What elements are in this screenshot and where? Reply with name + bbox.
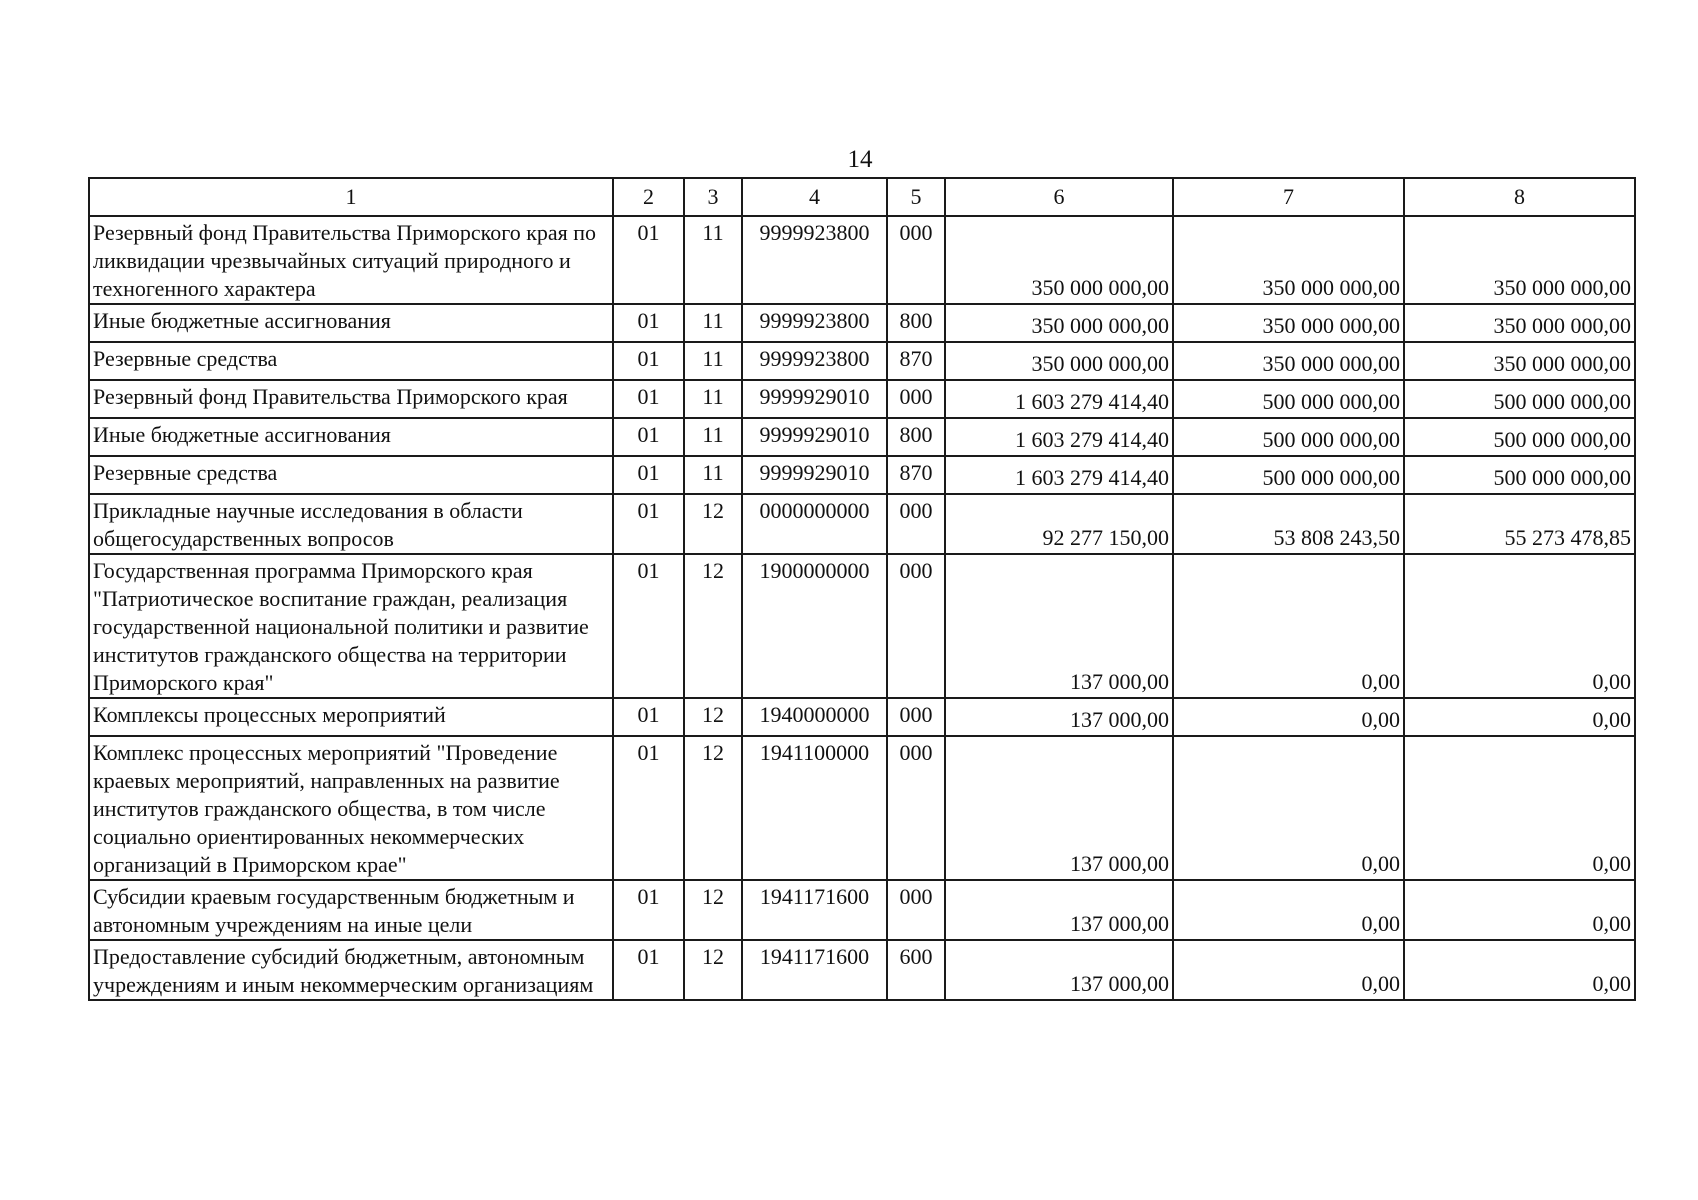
amount-year1-cell: 137 000,00 (945, 940, 1173, 1000)
table-row (89, 380, 1635, 418)
section-code-cell: 01 (613, 880, 684, 940)
table-row (89, 418, 1635, 456)
amount-year2-cell: 0,00 (1173, 698, 1404, 736)
row-name-cell: Комплекс процессных мероприятий "Проведение краевых мероприятий, направленных на развитие институтов гражданского общества, в том числе социально ориентированных некоммерческих организаций в Приморском крае" (89, 736, 613, 880)
subsection-code-cell: 12 (684, 940, 742, 1000)
section-code-cell: 01 (613, 554, 684, 698)
table-row (89, 456, 1635, 494)
row-name-cell: Иные бюджетные ассигнования (89, 304, 613, 342)
amount-year1-cell: 137 000,00 (945, 698, 1173, 736)
amount-year3-cell: 0,00 (1404, 736, 1635, 880)
table-row (89, 736, 1635, 880)
row-name-cell: Субсидии краевым государственным бюджетным и автономным учреждениям на иные цели (89, 880, 613, 940)
section-code-cell: 01 (613, 494, 684, 554)
expense-type-cell: 870 (887, 456, 945, 494)
expense-type-cell: 800 (887, 304, 945, 342)
target-code-cell: 1940000000 (742, 698, 887, 736)
amount-year1-cell: 350 000 000,00 (945, 342, 1173, 380)
row-name-cell: Иные бюджетные ассигнования (89, 418, 613, 456)
amount-year2-cell: 0,00 (1173, 940, 1404, 1000)
expense-type-cell: 000 (887, 216, 945, 304)
amount-year3-cell: 0,00 (1404, 698, 1635, 736)
table-row (89, 698, 1635, 736)
expense-type-cell: 000 (887, 380, 945, 418)
amount-year3-cell: 500 000 000,00 (1404, 380, 1635, 418)
header-cell: 5 (887, 178, 945, 216)
header-cell: 8 (1404, 178, 1635, 216)
subsection-code-cell: 12 (684, 698, 742, 736)
amount-year1-cell: 137 000,00 (945, 880, 1173, 940)
amount-year3-cell: 500 000 000,00 (1404, 418, 1635, 456)
amount-year1-cell: 350 000 000,00 (945, 304, 1173, 342)
target-code-cell: 9999929010 (742, 456, 887, 494)
row-name-cell: Комплексы процессных мероприятий (89, 698, 613, 736)
row-name-cell: Резервные средства (89, 342, 613, 380)
amount-year2-cell: 500 000 000,00 (1173, 418, 1404, 456)
expense-type-cell: 000 (887, 554, 945, 698)
amount-year3-cell: 0,00 (1404, 554, 1635, 698)
expense-type-cell: 000 (887, 880, 945, 940)
amount-year2-cell: 0,00 (1173, 736, 1404, 880)
expense-type-cell: 600 (887, 940, 945, 1000)
target-code-cell: 9999923800 (742, 304, 887, 342)
expense-type-cell: 000 (887, 736, 945, 880)
subsection-code-cell: 12 (684, 880, 742, 940)
expense-type-cell: 000 (887, 698, 945, 736)
expense-type-cell: 870 (887, 342, 945, 380)
target-code-cell: 1941100000 (742, 736, 887, 880)
table-row (89, 554, 1635, 698)
amount-year2-cell: 350 000 000,00 (1173, 216, 1404, 304)
subsection-code-cell: 11 (684, 216, 742, 304)
target-code-cell: 9999923800 (742, 216, 887, 304)
amount-year1-cell: 350 000 000,00 (945, 216, 1173, 304)
amount-year3-cell: 350 000 000,00 (1404, 304, 1635, 342)
table-row (89, 940, 1635, 1000)
amount-year1-cell: 137 000,00 (945, 736, 1173, 880)
header-cell: 2 (613, 178, 684, 216)
amount-year3-cell: 350 000 000,00 (1404, 216, 1635, 304)
amount-year2-cell: 350 000 000,00 (1173, 342, 1404, 380)
amount-year2-cell: 500 000 000,00 (1173, 456, 1404, 494)
table-row (89, 304, 1635, 342)
table-row (89, 494, 1635, 554)
target-code-cell: 9999929010 (742, 380, 887, 418)
table-row (89, 880, 1635, 940)
subsection-code-cell: 12 (684, 554, 742, 698)
section-code-cell: 01 (613, 456, 684, 494)
amount-year2-cell: 0,00 (1173, 880, 1404, 940)
subsection-code-cell: 11 (684, 342, 742, 380)
section-code-cell: 01 (613, 304, 684, 342)
budget-table (88, 177, 1636, 1001)
section-code-cell: 01 (613, 216, 684, 304)
target-code-cell: 0000000000 (742, 494, 887, 554)
amount-year2-cell: 53 808 243,50 (1173, 494, 1404, 554)
amount-year3-cell: 0,00 (1404, 880, 1635, 940)
section-code-cell: 01 (613, 940, 684, 1000)
header-cell: 1 (89, 178, 613, 216)
section-code-cell: 01 (613, 736, 684, 880)
section-code-cell: 01 (613, 380, 684, 418)
amount-year1-cell: 1 603 279 414,40 (945, 456, 1173, 494)
target-code-cell: 9999929010 (742, 418, 887, 456)
table-row (89, 216, 1635, 304)
amount-year3-cell: 500 000 000,00 (1404, 456, 1635, 494)
subsection-code-cell: 11 (684, 456, 742, 494)
subsection-code-cell: 11 (684, 304, 742, 342)
amount-year1-cell: 1 603 279 414,40 (945, 380, 1173, 418)
subsection-code-cell: 11 (684, 380, 742, 418)
expense-type-cell: 800 (887, 418, 945, 456)
section-code-cell: 01 (613, 342, 684, 380)
header-cell: 6 (945, 178, 1173, 216)
header-cell: 3 (684, 178, 742, 216)
section-code-cell: 01 (613, 418, 684, 456)
table-row (89, 342, 1635, 380)
page-number: 14 (847, 146, 873, 173)
amount-year3-cell: 350 000 000,00 (1404, 342, 1635, 380)
expense-type-cell: 000 (887, 494, 945, 554)
subsection-code-cell: 12 (684, 494, 742, 554)
amount-year1-cell: 1 603 279 414,40 (945, 418, 1173, 456)
subsection-code-cell: 11 (684, 418, 742, 456)
amount-year3-cell: 55 273 478,85 (1404, 494, 1635, 554)
row-name-cell: Предоставление субсидий бюджетным, автономным учреждениям и иным некоммерческим организациям (89, 940, 613, 1000)
header-cell: 7 (1173, 178, 1404, 216)
amount-year2-cell: 500 000 000,00 (1173, 380, 1404, 418)
amount-year2-cell: 0,00 (1173, 554, 1404, 698)
row-name-cell: Резервные средства (89, 456, 613, 494)
amount-year3-cell: 0,00 (1404, 940, 1635, 1000)
header-row (89, 178, 1635, 216)
section-code-cell: 01 (613, 698, 684, 736)
target-code-cell: 1900000000 (742, 554, 887, 698)
amount-year1-cell: 137 000,00 (945, 554, 1173, 698)
row-name-cell: Прикладные научные исследования в области общегосударственных вопросов (89, 494, 613, 554)
amount-year1-cell: 92 277 150,00 (945, 494, 1173, 554)
target-code-cell: 1941171600 (742, 940, 887, 1000)
target-code-cell: 9999923800 (742, 342, 887, 380)
row-name-cell: Резервный фонд Правительства Приморского края (89, 380, 613, 418)
header-cell: 4 (742, 178, 887, 216)
amount-year2-cell: 350 000 000,00 (1173, 304, 1404, 342)
subsection-code-cell: 12 (684, 736, 742, 880)
row-name-cell: Резервный фонд Правительства Приморского края по ликвидации чрезвычайных ситуаций природного и техногенного характера (89, 216, 613, 304)
target-code-cell: 1941171600 (742, 880, 887, 940)
row-name-cell: Государственная программа Приморского края "Патриотическое воспитание граждан, реализация государственной национальной политики и развитие институтов гражданского общества на территории Приморского края" (89, 554, 613, 698)
